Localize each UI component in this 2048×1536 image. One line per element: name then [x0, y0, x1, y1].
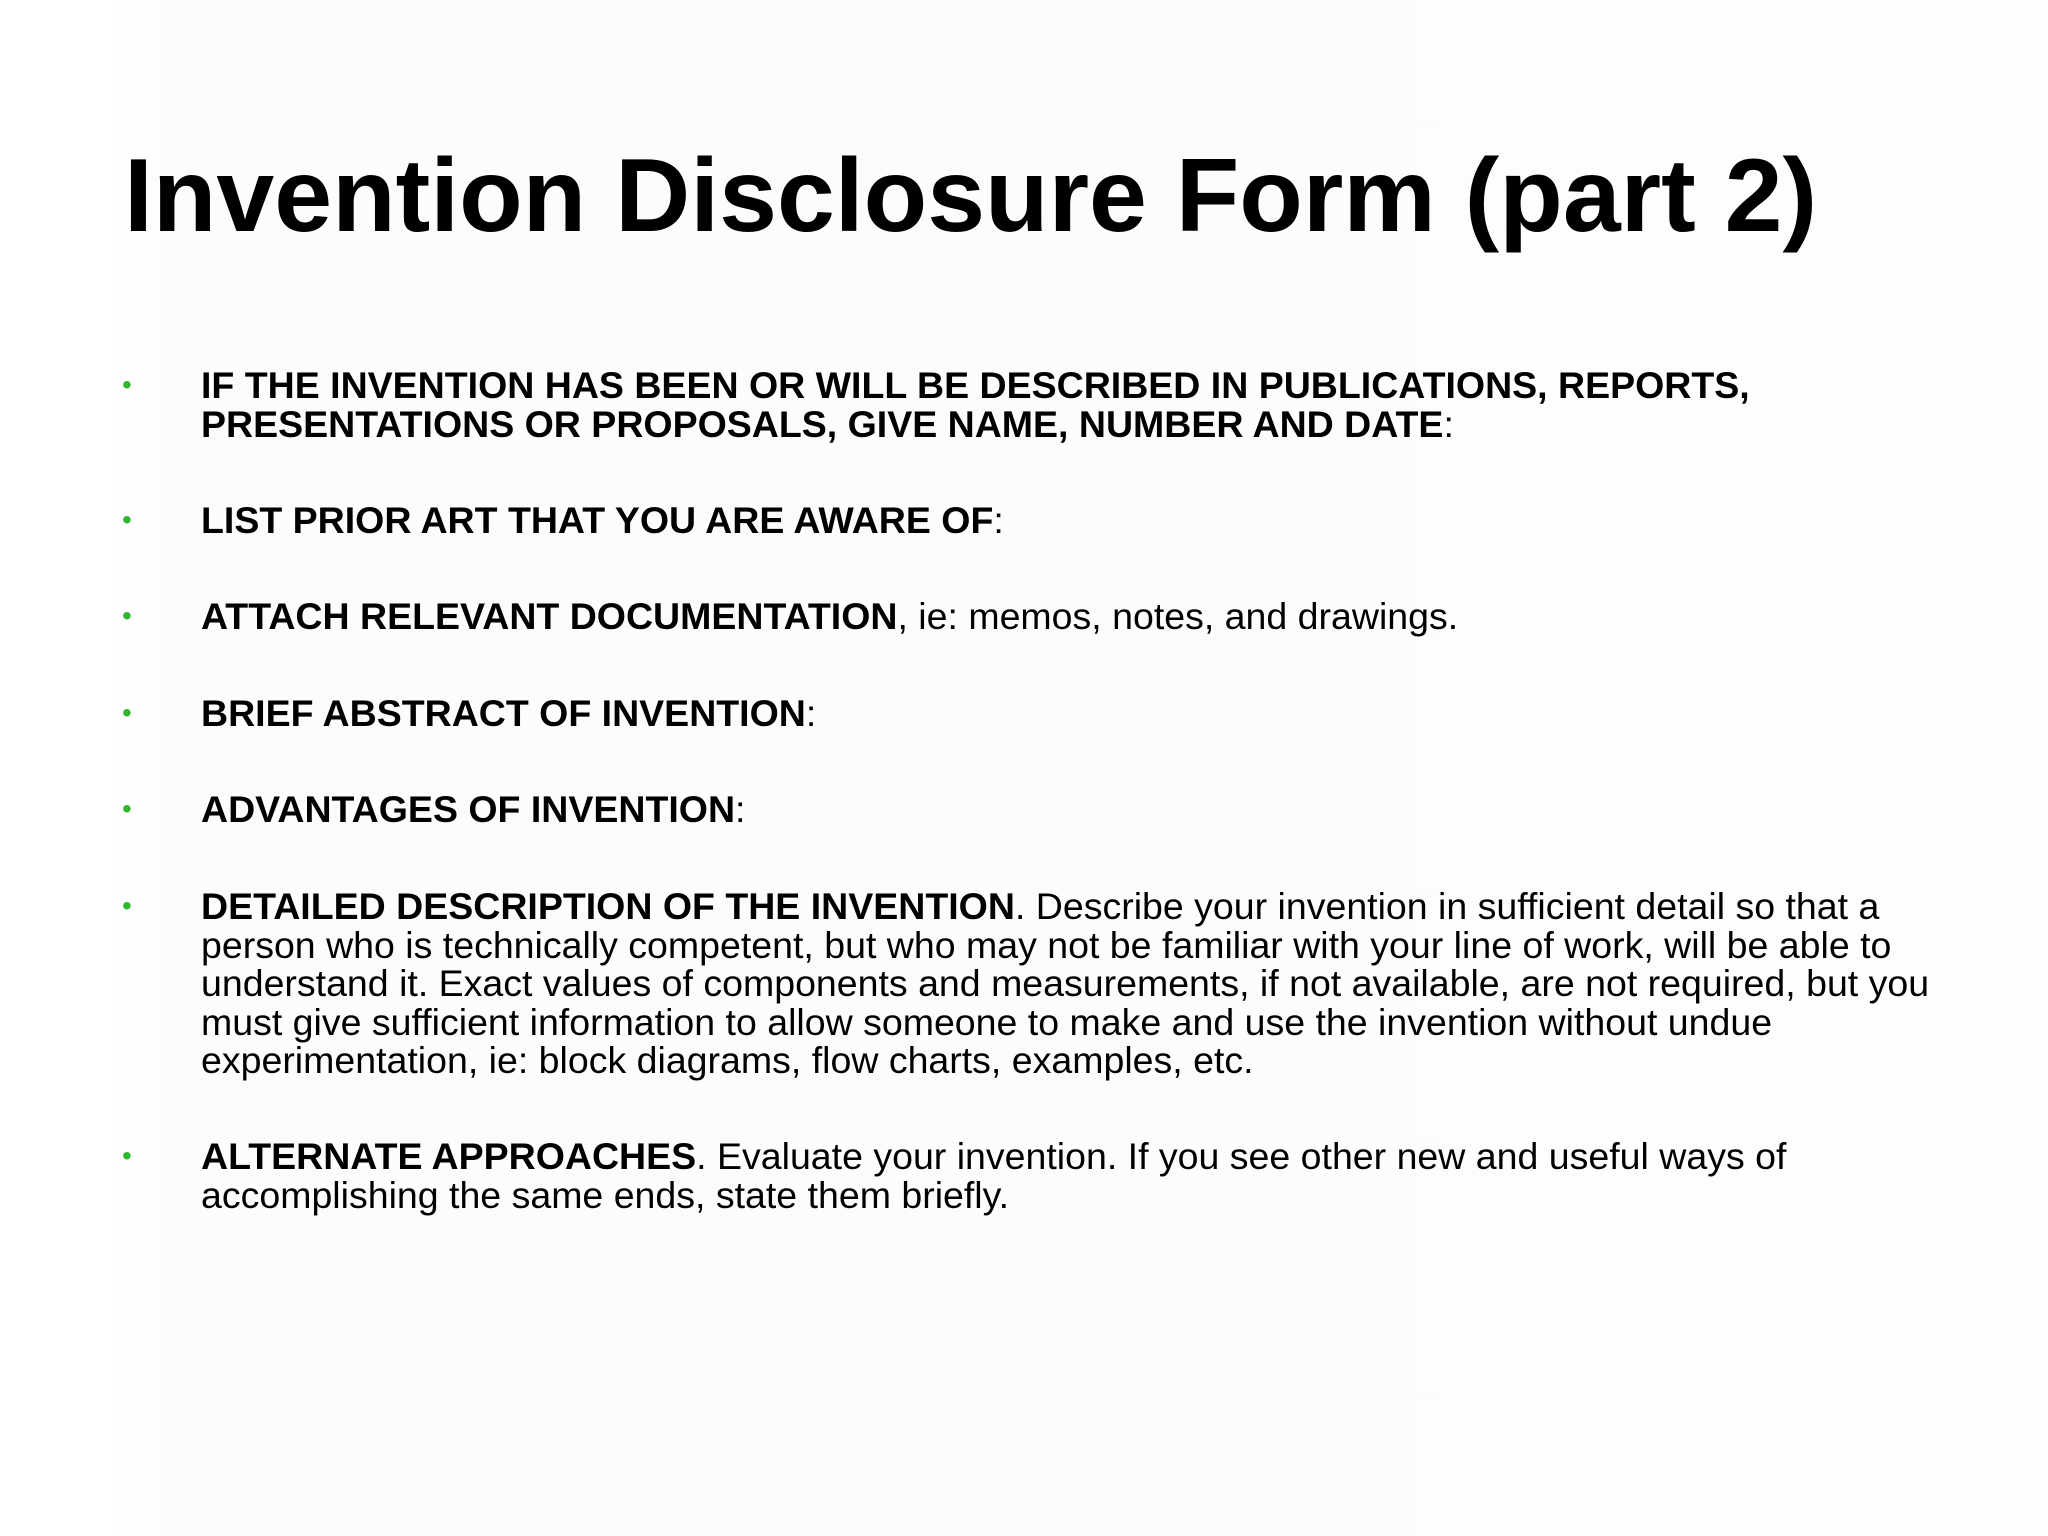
bullet-dot-icon: •: [122, 697, 132, 728]
list-item-body: , ie: memos, notes, and drawings.: [897, 595, 1459, 637]
bullet-dot-icon: •: [122, 600, 132, 631]
list-item-text: [201, 501, 1961, 540]
bullet-dot-icon: •: [122, 504, 132, 535]
list-item-label: LIST PRIOR ART THAT YOU ARE AWARE OF: [201, 499, 994, 541]
bullet-dot-icon: •: [122, 369, 132, 400]
bullet-dot-icon: •: [122, 793, 132, 824]
list-item-text: [201, 366, 1961, 443]
list-item-text: [201, 887, 1961, 1080]
slide-title: Invention Disclosure Form (part 2): [124, 138, 1818, 254]
list-item-text: [201, 694, 1961, 733]
bullet-dot-icon: •: [122, 890, 132, 921]
list-item-text: [201, 1137, 1961, 1214]
list-item-label: BRIEF ABSTRACT OF INVENTION: [201, 692, 806, 734]
list-item-body: :: [735, 788, 746, 830]
list-item-label: ATTACH RELEVANT DOCUMENTATION: [201, 595, 898, 637]
list-item-body: :: [993, 499, 1004, 541]
list-item-body: . Describe your invention in sufficient detail so that a person who is technically competent, but who may not be familiar with your line of work, will be able to understand it. Exact values of components and measurements, if not available, are not required, but you must give sufficient information to allow someone to make and use the invention without undue experimentation, ie: block diagrams, flow charts, examples, etc.: [201, 885, 1930, 1081]
list-item-label: ALTERNATE APPROACHES: [201, 1135, 697, 1177]
list-item-label: DETAILED DESCRIPTION OF THE INVENTION: [201, 885, 1015, 927]
list-item-label: IF THE INVENTION HAS BEEN OR WILL BE DESCRIBED IN PUBLICATIONS, REPORTS, PRESENTATIONS OR PROPOSALS, GIVE NAME, NUMBER AND DATE: [201, 364, 1750, 445]
list-item-body: . Evaluate your invention. If you see other new and useful ways of accomplishing the same ends, state them briefly.: [201, 1135, 1787, 1216]
bullet-dot-icon: •: [122, 1140, 132, 1171]
list-item-text: [201, 597, 1961, 636]
list-item-body: :: [805, 692, 817, 734]
list-item-label: ADVANTAGES OF INVENTION: [201, 788, 736, 830]
list-item-body: :: [1443, 402, 1454, 445]
list-item-text: [201, 790, 1961, 829]
